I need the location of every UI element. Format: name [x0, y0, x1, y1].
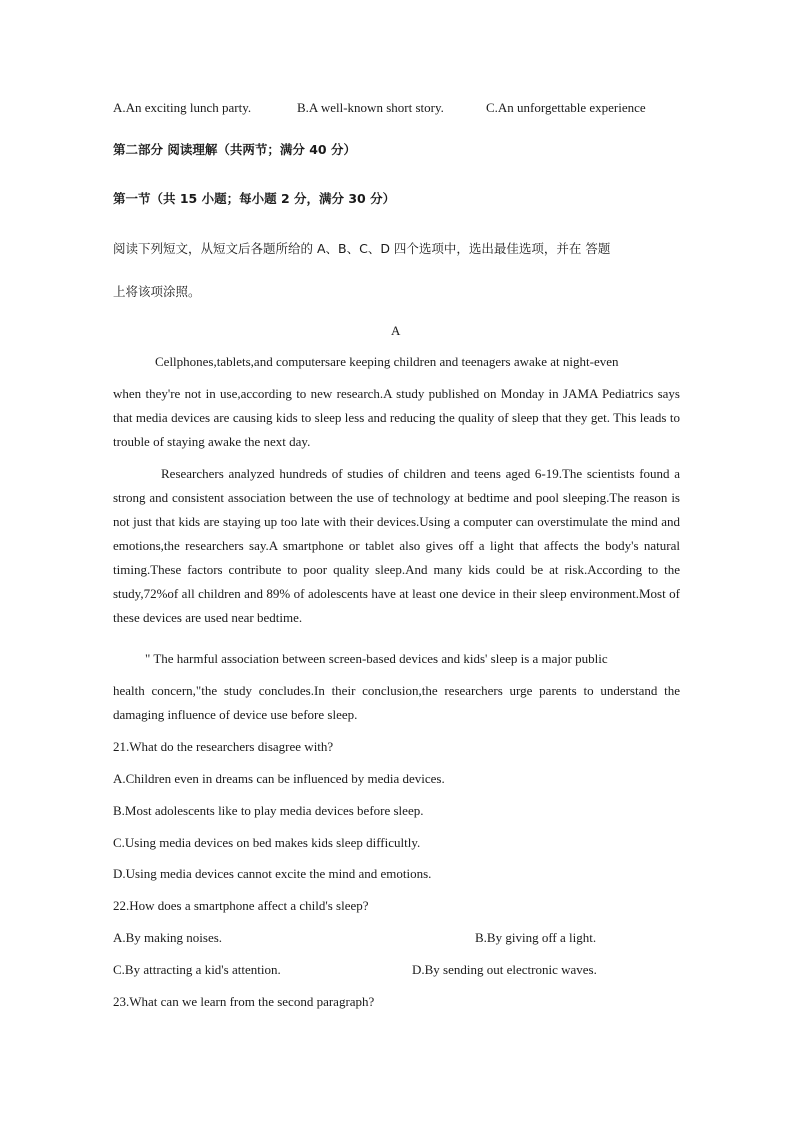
question-22-option-c: C.By attracting a kid's attention. [113, 962, 281, 977]
passage-letter: A [391, 323, 401, 338]
question-21-option-c: C.Using media devices on bed makes kids sleep difficultly. [113, 835, 421, 850]
passage-p3-first-line: " The harmful association between screen-based devices and kids' sleep is a major public [145, 651, 608, 666]
section1-heading: 第一节（共 15 小题；每小题 2 分，满分 30 分） [113, 191, 396, 206]
question-21-option-b: B.Most adolescents like to play media devices before sleep. [113, 803, 424, 818]
passage-p2-text: Researchers analyzed hundreds of studies of children and teens aged 6-19.The scientists found a strong and consistent association between the use of technology at bedtime and pool sleeping.The reason is not just that kids are staying up too late with their devices.Using a computer can overstimulate the mind and emotions,the researchers say.A smartphone or tablet also gives off a light that affects the body's natural timing.These factors contribute to poor quality sleep.And many kids could be at risk.According to the study,72%of all children and 89% of adolescents have at least one device in their sleep environment.Most of these devices are used near bedtime. [113, 466, 680, 625]
part2-heading: 第二部分 阅读理解（共两节；满分 40 分） [113, 142, 356, 157]
passage-p3 [113, 679, 680, 727]
question-22-option-b: B.By giving off a light. [475, 930, 597, 945]
question-22-option-a: A.By making noises. [113, 930, 223, 945]
instructions-line2: 上将该项涂照。 [113, 284, 201, 299]
option-c-prev: C.An unforgettable experience [486, 100, 646, 115]
passage-p1-first-line: Cellphones,tablets,and computersare keeping children and teenagers awake at night-even [155, 354, 619, 369]
question-21-stem: 21.What do the researchers disagree with? [113, 739, 334, 754]
instructions-line1: 阅读下列短文，从短文后各题所给的 A、B、C、D 四个选项中，选出最佳选项，并在 答题 [113, 241, 611, 256]
option-b-prev: B.A well-known short story. [297, 100, 444, 115]
question-23-stem: 23.What can we learn from the second paragraph? [113, 994, 375, 1009]
passage-p2 [113, 462, 680, 630]
passage-p1-text: when they're not in use,according to new research.A study published on Monday in JAMA Pediatrics says that media devices are causing kids to sleep less and reducing the quality of sleep that they get. This leads to trouble of staying awake the next day. [113, 386, 680, 449]
question-21-option-d: D.Using media devices cannot excite the mind and emotions. [113, 866, 432, 881]
passage-p1 [113, 382, 680, 454]
question-22-stem: 22.How does a smartphone affect a child's sleep? [113, 898, 369, 913]
question-22-option-d: D.By sending out electronic waves. [412, 962, 597, 977]
passage-p3-text: health concern,"the study concludes.In their conclusion,the researchers urge parents to understand the damaging influence of device use before sleep. [113, 683, 680, 722]
option-a-prev: A.An exciting lunch party. [113, 100, 252, 115]
question-21-option-a: A.Children even in dreams can be influenced by media devices. [113, 771, 445, 786]
